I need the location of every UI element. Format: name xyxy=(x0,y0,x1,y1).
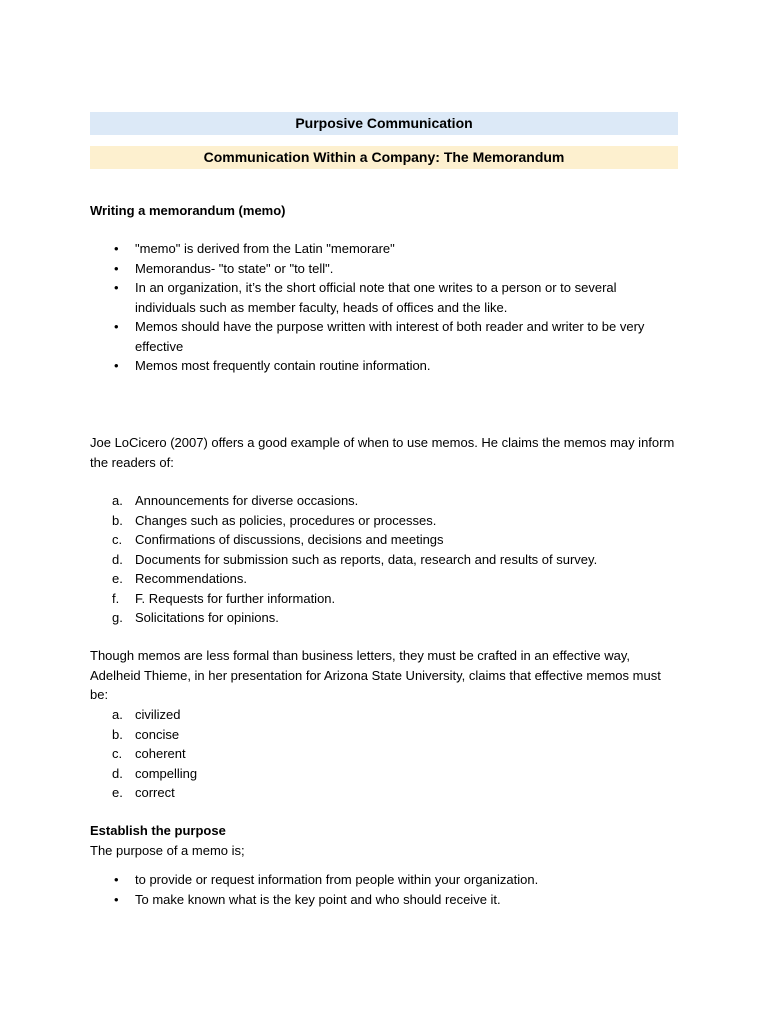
memo-purpose-list xyxy=(90,870,680,909)
bullet-icon: • xyxy=(114,319,119,334)
section-writing-memo xyxy=(90,201,680,221)
list-item: a. civilized xyxy=(112,707,181,722)
bullet-icon: • xyxy=(114,280,119,295)
list-item: • In an organization, it’s the short official note that one writes to a person or to several individuals such as member faculty, heads of offices and the like. xyxy=(114,280,617,315)
document-title: Purposive Communication xyxy=(90,112,678,135)
thieme-paragraph xyxy=(90,646,680,705)
bullet-icon: • xyxy=(114,872,119,887)
memo-uses-list xyxy=(90,491,680,628)
bullet-icon: • xyxy=(114,241,119,256)
bullet-icon: • xyxy=(114,358,119,373)
list-item: g. Solicitations for opinions. xyxy=(112,610,279,625)
list-item: d. Documents for submission such as reports, data, research and results of survey. xyxy=(112,551,598,567)
paragraph: Though memos are less formal than business letters, they must be crafted in an effective way, Adelheid Thieme, in her presentation for Arizona State University, claims that effective memos must be: xyxy=(90,648,661,702)
list-item: c. coherent xyxy=(112,746,186,761)
effective-memo-qualities-list xyxy=(90,705,680,803)
locicero-paragraph xyxy=(90,433,680,472)
paragraph: The purpose of a memo is; xyxy=(90,842,245,858)
list-item: • to provide or request information from people within your organization. xyxy=(90,870,680,890)
list-item: • Memorandus- "to state" or "to tell". xyxy=(90,259,680,279)
list-item: e. correct xyxy=(112,785,175,800)
list-item: f. F. Requests for further information. xyxy=(112,590,336,606)
section-heading: Establish the purpose xyxy=(90,823,226,838)
list-item: e. Recommendations. xyxy=(112,571,247,586)
document-subtitle: Communication Within a Company: The Memorandum xyxy=(90,146,678,169)
list-item: • "memo" is derived from the Latin "memorare" xyxy=(90,239,680,259)
list-item: • Memos most frequently contain routine information. xyxy=(90,356,680,376)
section-establish-purpose xyxy=(90,821,680,860)
bullet-icon: • xyxy=(114,891,119,907)
list-item: a. Announcements for diverse occasions. xyxy=(112,493,359,508)
section-heading: Writing a memorandum (memo) xyxy=(90,203,286,218)
list-item: d. compelling xyxy=(112,765,198,781)
list-item: c. Confirmations of discussions, decisions and meetings xyxy=(112,532,444,547)
list-item: • Memos should have the purpose written with interest of both reader and writer to be very effective xyxy=(114,319,645,354)
memo-definition-list xyxy=(90,239,680,376)
list-item: b. concise xyxy=(112,726,180,742)
paragraph: Joe LoCicero (2007) offers a good example of when to use memos. He claims the memos may inform the readers of: xyxy=(90,435,675,470)
list-item: • To make known what is the key point and who should receive it. xyxy=(90,890,680,910)
list-item: b. Changes such as policies, procedures or processes. xyxy=(112,512,437,528)
bullet-icon: • xyxy=(114,260,119,276)
